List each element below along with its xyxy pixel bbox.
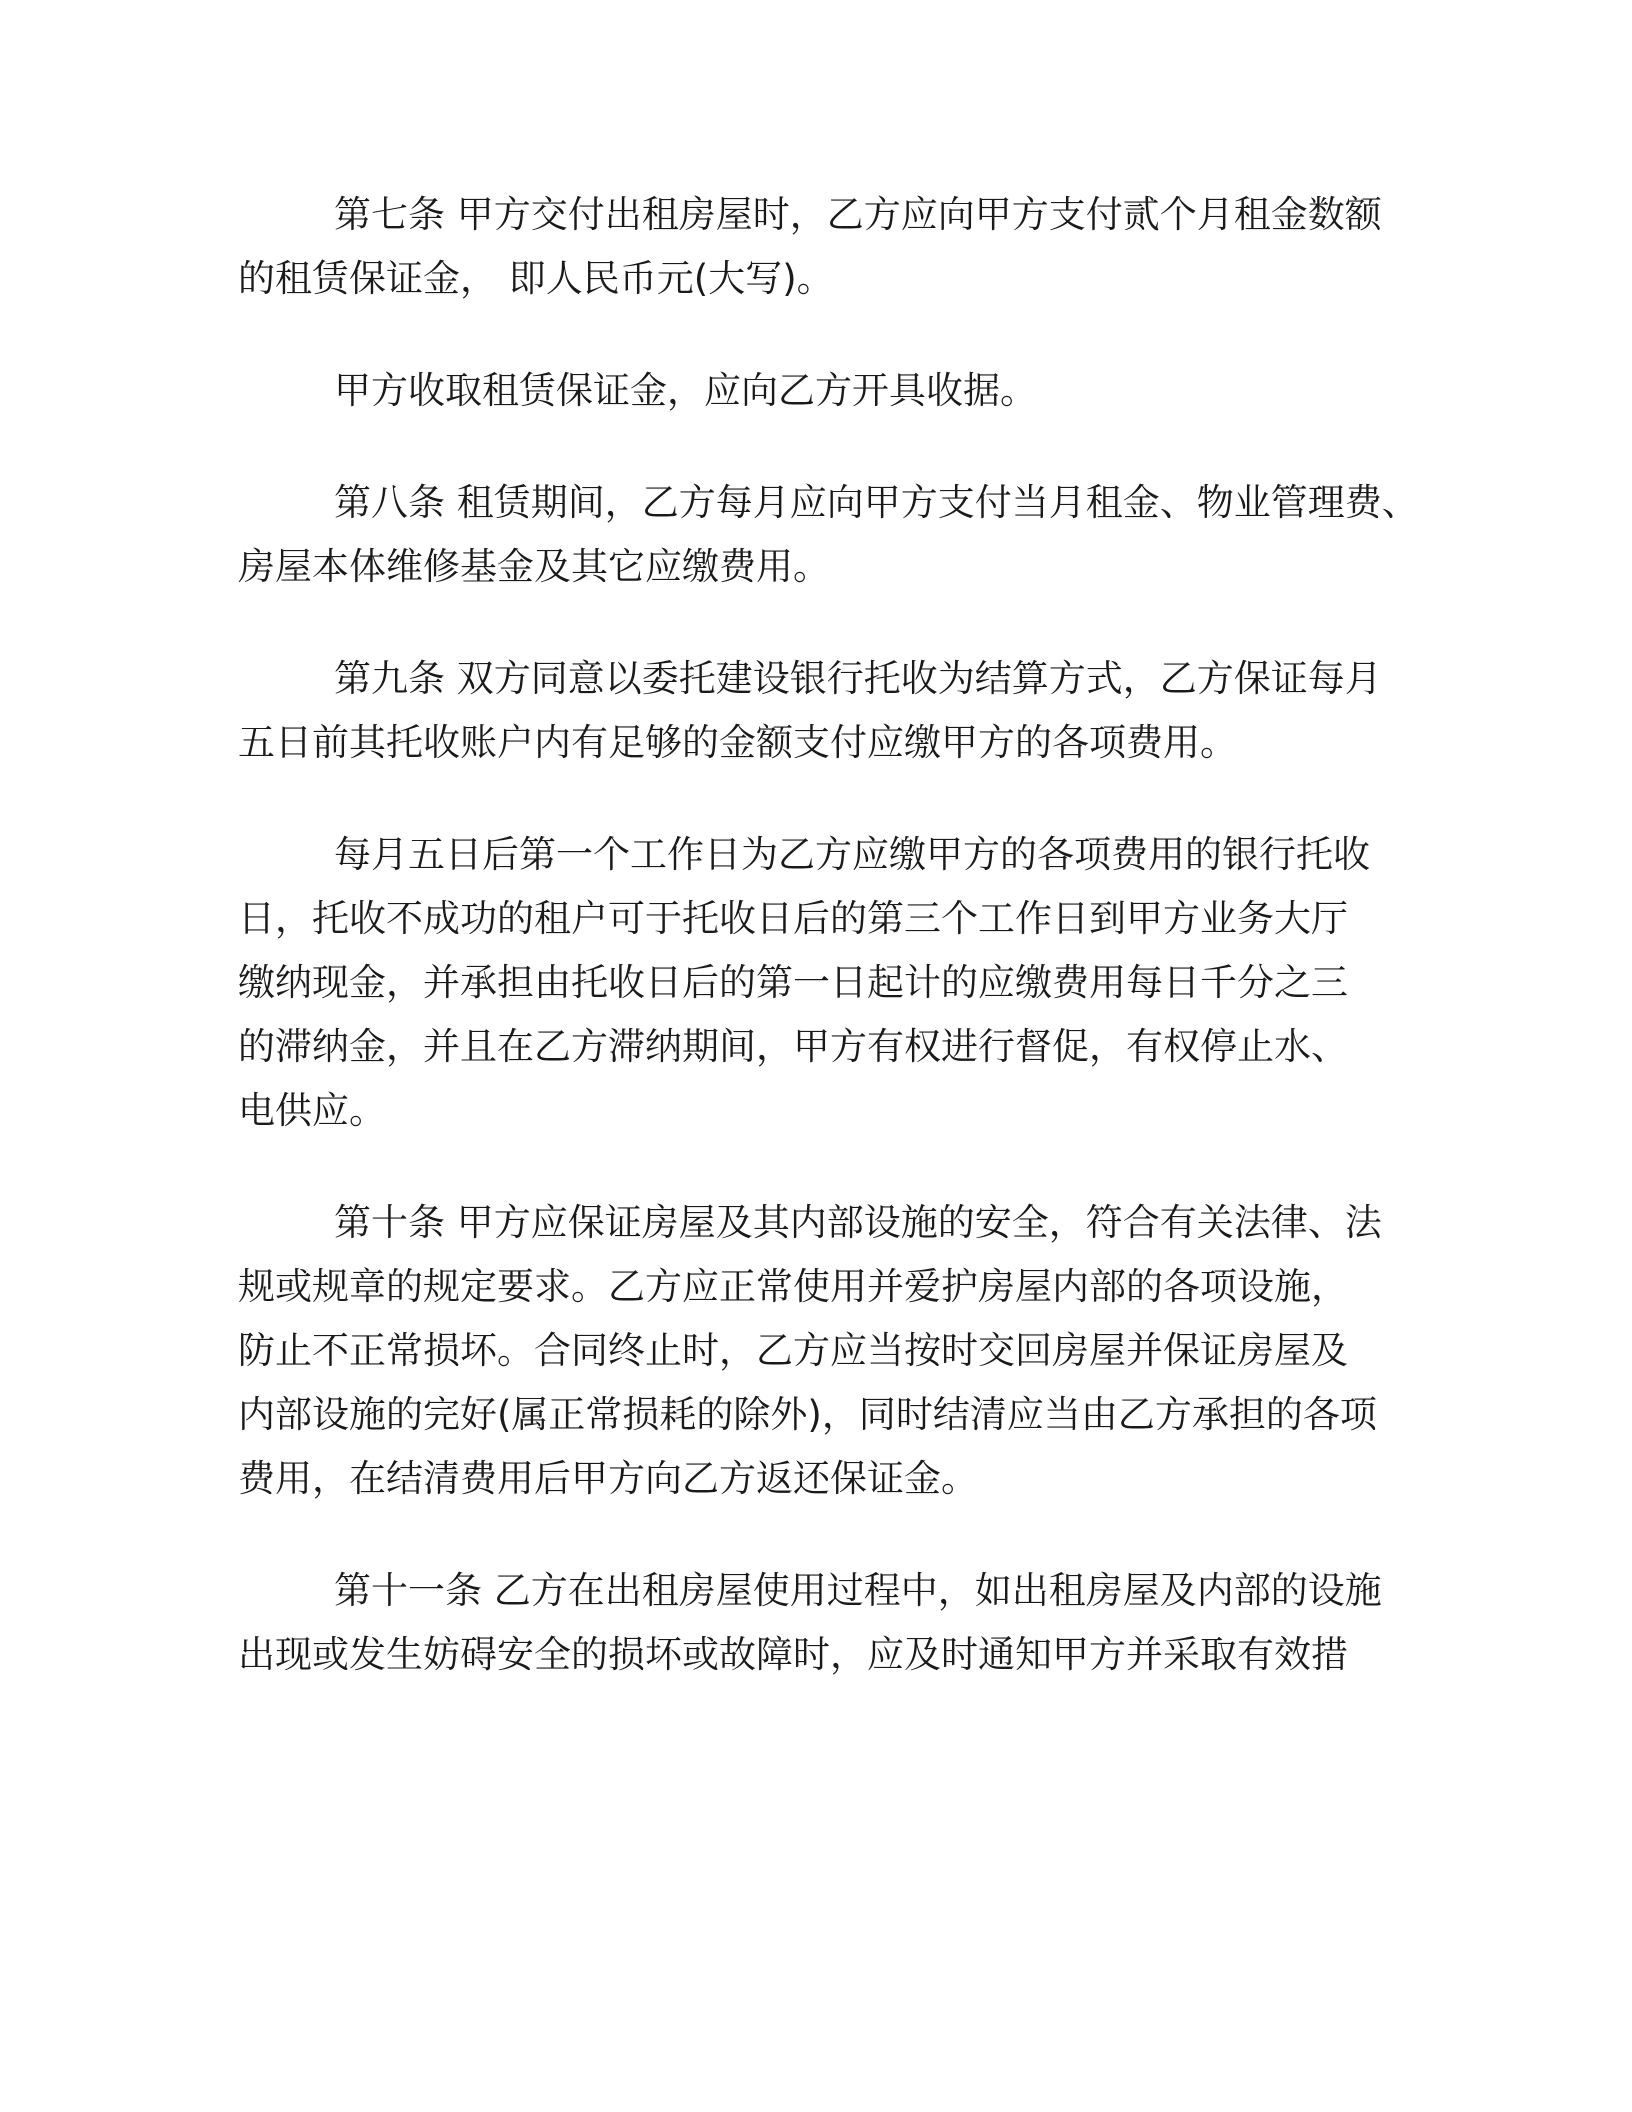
text-line: 的滞纳金，并且在乙方滞纳期间，甲方有权进行督促，有权停止水、	[238, 1025, 1348, 1068]
paragraph-article-11	[238, 1559, 1418, 1687]
paragraph-article-7	[238, 183, 1418, 311]
text-line: 第七条 甲方交付出租房屋时，乙方应向甲方支付贰个月租金数额	[334, 193, 1382, 236]
text-line: 费用，在结清费用后甲方向乙方返还保证金。	[238, 1457, 978, 1500]
paragraph-deposit-receipt	[238, 359, 1418, 423]
text-line: 第十条 甲方应保证房屋及其内部设施的安全，符合有关法律、法	[334, 1201, 1382, 1244]
paragraph-article-9	[238, 647, 1418, 775]
text-line: 的租赁保证金， 即人民币元(大写)。	[238, 257, 834, 300]
text-line: 缴纳现金，并承担由托收日后的第一日起计的应缴费用每日千分之三	[238, 961, 1348, 1004]
text-line: 内部设施的完好(属正常损耗的除外)，同时结清应当由乙方承担的各项	[238, 1393, 1377, 1436]
paragraph-collection-day	[238, 823, 1418, 1143]
text-line: 规或规章的规定要求。乙方应正常使用并爱护房屋内部的各项设施，	[238, 1265, 1348, 1308]
text-line: 第九条 双方同意以委托建设银行托收为结算方式，乙方保证每月	[334, 657, 1382, 700]
text-line: 每月五日后第一个工作日为乙方应缴甲方的各项费用的银行托收	[334, 833, 1370, 876]
text-line: 第十一条 乙方在出租房屋使用过程中，如出租房屋及内部的设施	[334, 1569, 1382, 1612]
text-line: 房屋本体维修基金及其它应缴费用。	[238, 545, 830, 588]
paragraph-article-8	[238, 471, 1418, 599]
text-line: 日，托收不成功的租户可于托收日后的第三个工作日到甲方业务大厅	[238, 897, 1348, 940]
text-line: 第八条 租赁期间，乙方每月应向甲方支付当月租金、物业管理费、	[334, 481, 1419, 524]
paragraph-article-10	[238, 1191, 1418, 1511]
document-body	[238, 183, 1418, 1735]
text-line: 防止不正常损坏。合同终止时，乙方应当按时交回房屋并保证房屋及	[238, 1329, 1348, 1372]
text-line: 出现或发生妨碍安全的损坏或故障时，应及时通知甲方并采取有效措	[238, 1633, 1348, 1676]
text-line: 甲方收取租赁保证金，应向乙方开具收据。	[334, 369, 1037, 412]
text-line: 五日前其托收账户内有足够的金额支付应缴甲方的各项费用。	[238, 721, 1237, 764]
text-line: 电供应。	[238, 1089, 386, 1132]
